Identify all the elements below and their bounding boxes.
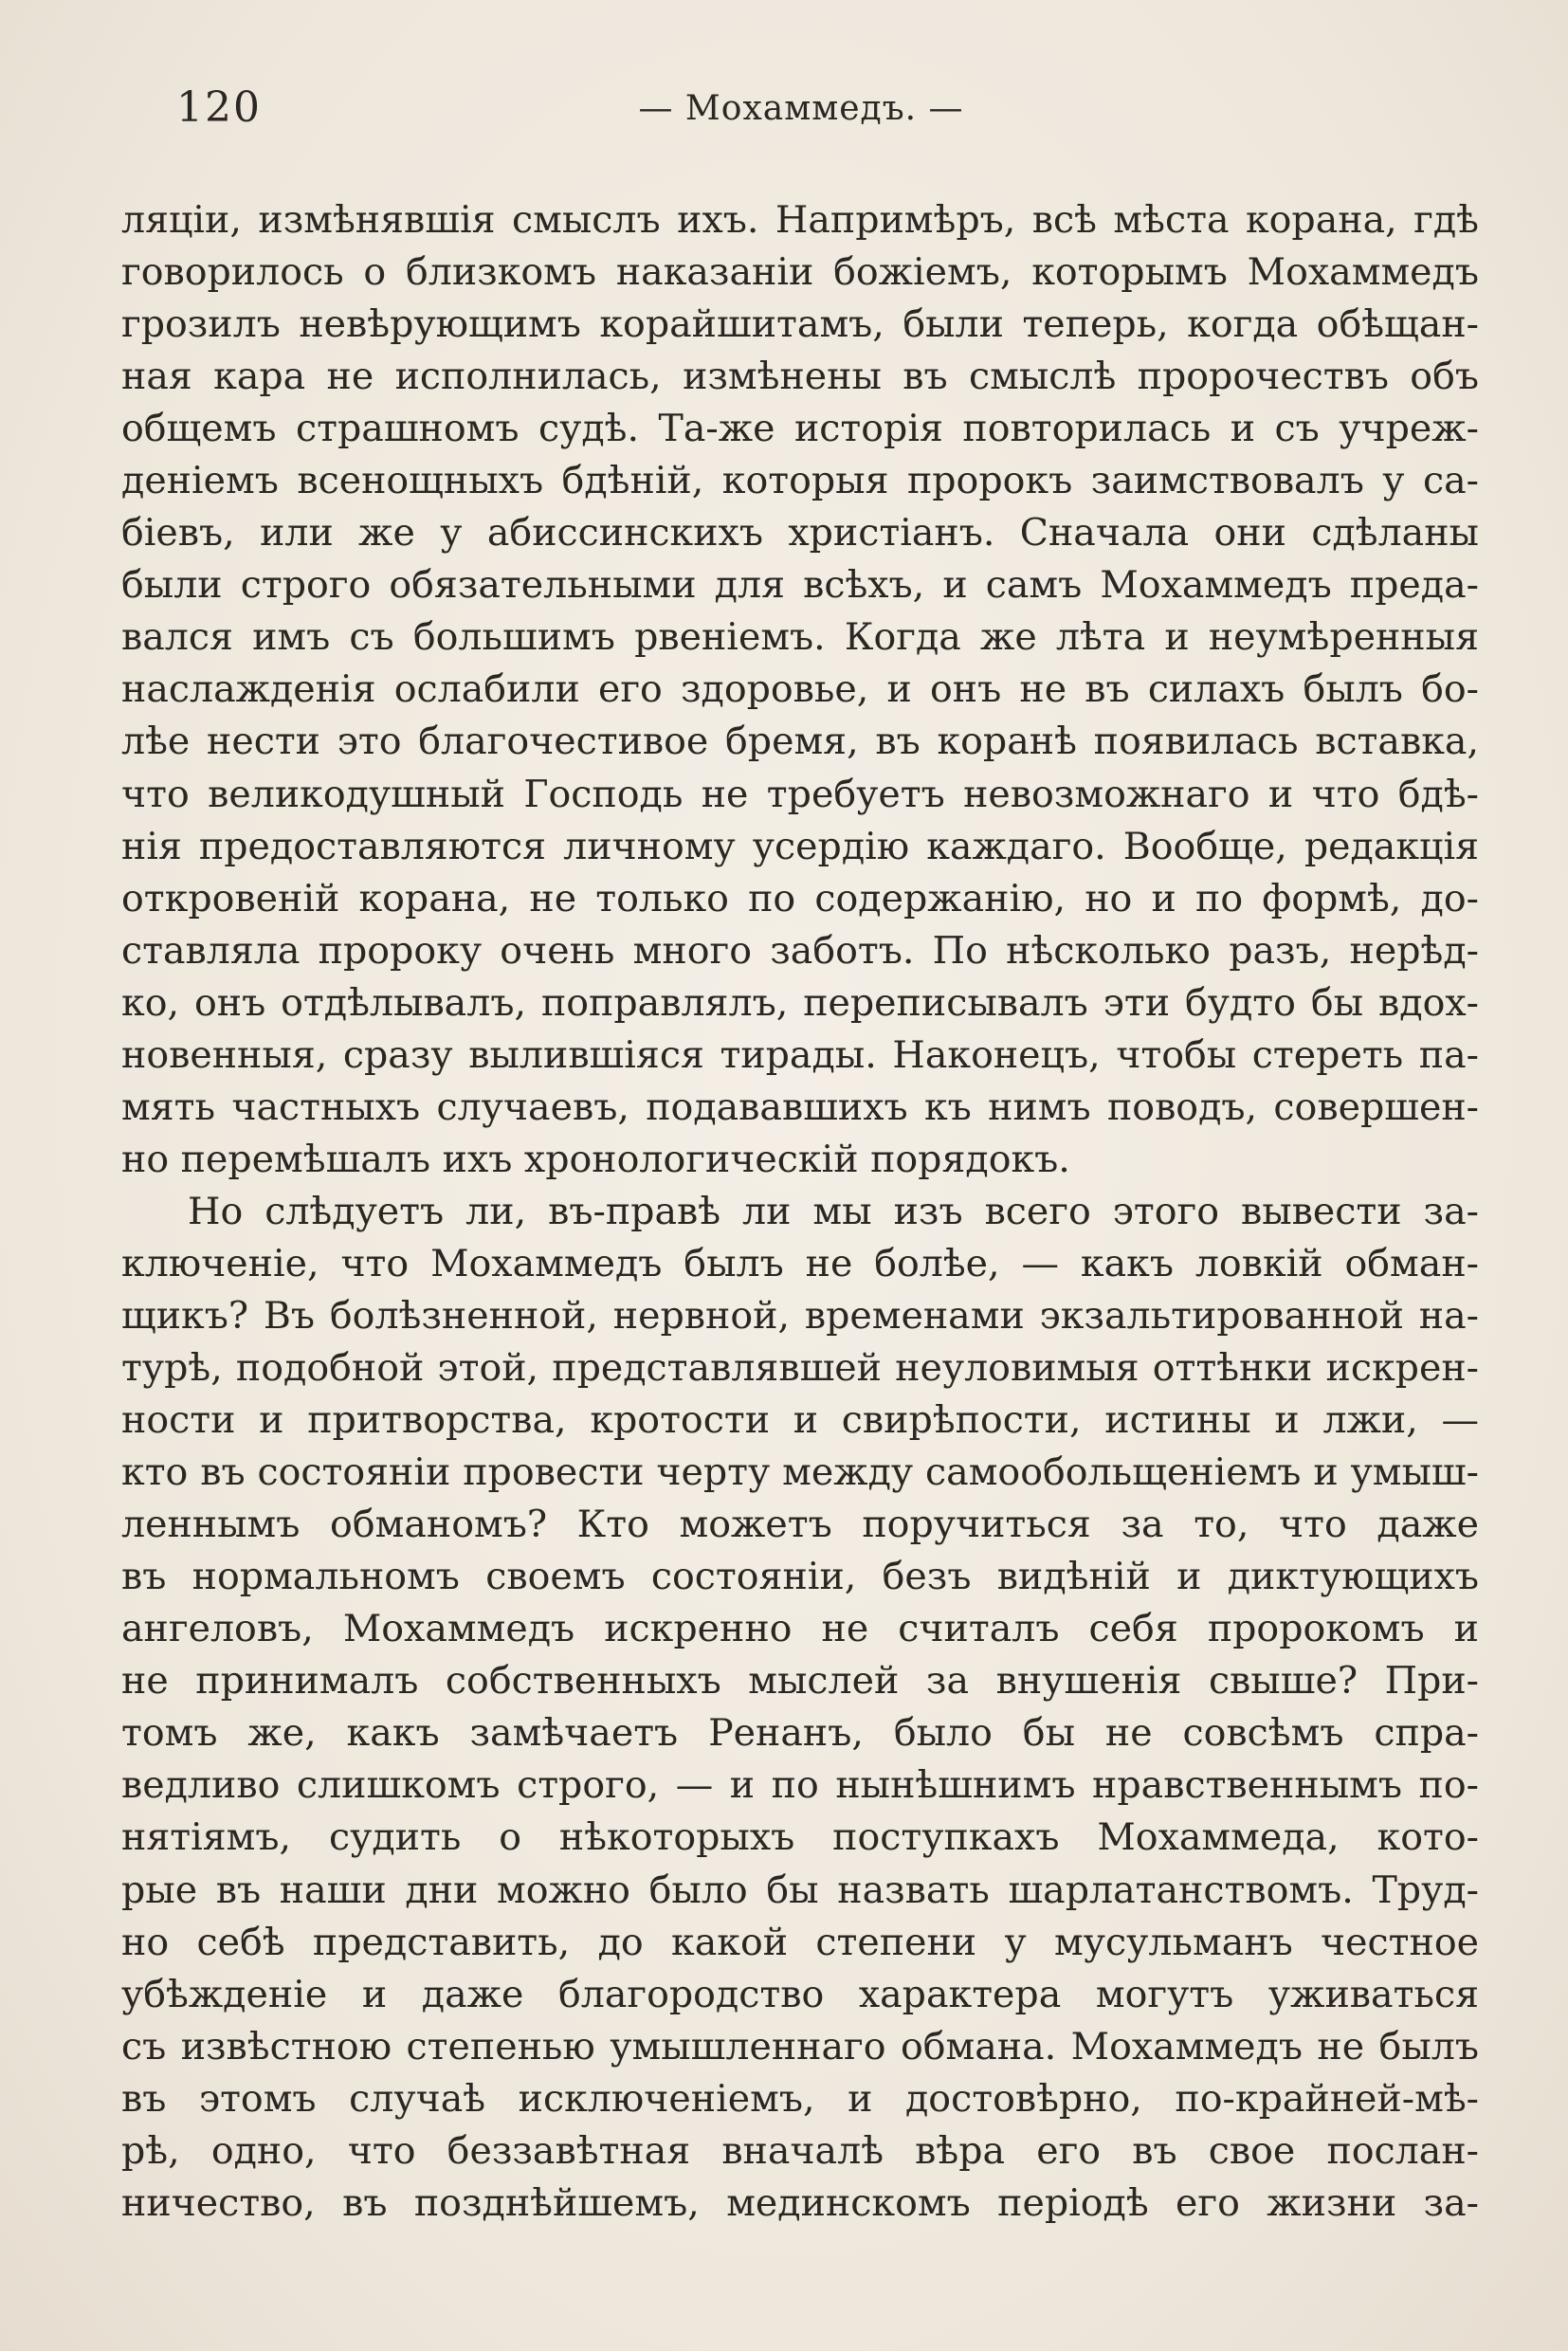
paragraph-first-line: Но слѣдуетъ ли, въ-правѣ ли мы изъ всего этого вывести за- xyxy=(188,1189,1479,1233)
text-line: новенныя, сразу вылившіяся тирады. Наконецъ, чтобы стереть па- xyxy=(121,1032,1479,1077)
text-line: кто въ состояніи провести черту между самообольщеніемъ и умыш- xyxy=(121,1450,1479,1495)
page-header xyxy=(123,80,1479,146)
text-line: говорилось о близкомъ наказаніи божіемъ, которымъ Мохаммедъ xyxy=(121,250,1479,295)
text-line: грозилъ невѣрующимъ корайшитамъ, были теперь, когда обѣщан- xyxy=(121,302,1479,347)
text-line: мять частныхъ случаевъ, подававшихъ къ нимъ поводъ, совершен- xyxy=(121,1084,1479,1129)
text-line: рые въ наши дни можно было бы назвать шарлатанствомъ. Труд- xyxy=(121,1868,1479,1912)
text-line: нятіямъ, судить о нѣкоторыхъ поступкахъ Мохаммеда, кото- xyxy=(121,1815,1479,1860)
text-line: наслажденія ослабили его здоровье, и онъ не въ силахъ былъ бо- xyxy=(121,667,1479,712)
text-line: но себѣ представить, до какой степени у мусульманъ честное xyxy=(121,1920,1479,1964)
text-line: откровеній корана, не только по содержанію, но и по формѣ, до- xyxy=(121,876,1479,920)
text-line: нія предоставляются личному усердію каждаго. Вообще, редакція xyxy=(121,824,1479,868)
text-line: убѣжденіе и даже благородство характера могутъ уживаться xyxy=(121,1972,1479,2016)
text-line: ности и притворства, кротости и свирѣпости, истины и лжи, — xyxy=(121,1398,1479,1443)
text-line: леннымъ обманомъ? Кто можетъ поручиться за то, что даже xyxy=(121,1503,1479,1547)
text-line: деніемъ всенощныхъ бдѣній, которыя пророкъ заимствовалъ у са- xyxy=(121,459,1479,503)
text-line: не принималъ собственныхъ мыслей за внушенія свыше? При- xyxy=(121,1659,1479,1704)
text-line: ключеніе, что Мохаммедъ былъ не болѣе, — какъ ловкій обман- xyxy=(121,1241,1479,1285)
text-line: съ извѣстною степенью умышленнаго обмана. Мохаммедъ не былъ xyxy=(121,2024,1479,2069)
page-number: 120 xyxy=(176,83,262,132)
paragraph-end-line: но перемѣшалъ ихъ хронологическій порядокъ. xyxy=(121,1137,1070,1181)
running-title: — Мохаммедъ. — xyxy=(638,89,964,128)
text-line: рѣ, одно, что беззавѣтная вначалѣ вѣра его въ свое послан- xyxy=(121,2128,1479,2173)
text-line: ко, онъ отдѣлывалъ, поправлялъ, переписывалъ эти будто бы вдох- xyxy=(121,980,1479,1025)
text-line: ангеловъ, Мохаммедъ искренно не считалъ себя пророкомъ и xyxy=(121,1607,1479,1651)
text-line: ляціи, измѣнявшія смыслъ ихъ. Напримѣръ, всѣ мѣста корана, гдѣ xyxy=(121,198,1479,242)
text-line: щикъ? Въ болѣзненной, нервной, временами экзальтированной на- xyxy=(121,1293,1479,1338)
text-line: ведливо слишкомъ строго, — и по нынѣшнимъ нравственнымъ по- xyxy=(121,1763,1479,1808)
text-line: біевъ, или же у абиссинскихъ христіанъ. Сначала они сдѣланы xyxy=(121,511,1479,556)
text-line: лѣе нести это благочестивое бремя, въ коранѣ появилась вставка, xyxy=(121,720,1479,764)
text-line: что великодушный Господь не требуетъ невозможнаго и что бдѣ- xyxy=(121,772,1479,816)
text-line: турѣ, подобной этой, представлявшей неуловимыя оттѣнки искрен- xyxy=(121,1346,1479,1391)
text-line: общемъ страшномъ судѣ. Та-же исторія повторилась и съ учреж- xyxy=(121,407,1479,451)
text-line: были строго обязательными для всѣхъ, и самъ Мохаммедъ преда- xyxy=(121,563,1479,608)
text-line: въ этомъ случаѣ исключеніемъ, и достовѣрно, по-крайней-мѣ- xyxy=(121,2076,1479,2121)
text-line: въ нормальномъ своемъ состояніи, безъ видѣній и диктующихъ xyxy=(121,1555,1479,1599)
text-line: ставляла пророку очень много заботъ. По нѣсколько разъ, нерѣд- xyxy=(121,928,1479,973)
text-line: томъ же, какъ замѣчаетъ Ренанъ, было бы не совсѣмъ спра- xyxy=(121,1711,1479,1756)
body-text xyxy=(121,194,1479,2230)
text-line: вался имъ съ большимъ рвеніемъ. Когда же лѣта и неумѣренныя xyxy=(121,615,1479,660)
text-line: ничество, въ позднѣйшемъ, мединскомъ періодѣ его жизни за- xyxy=(121,2180,1479,2225)
text-line: ная кара не исполнилась, измѣнены въ смыслѣ пророчествъ объ xyxy=(121,355,1479,399)
